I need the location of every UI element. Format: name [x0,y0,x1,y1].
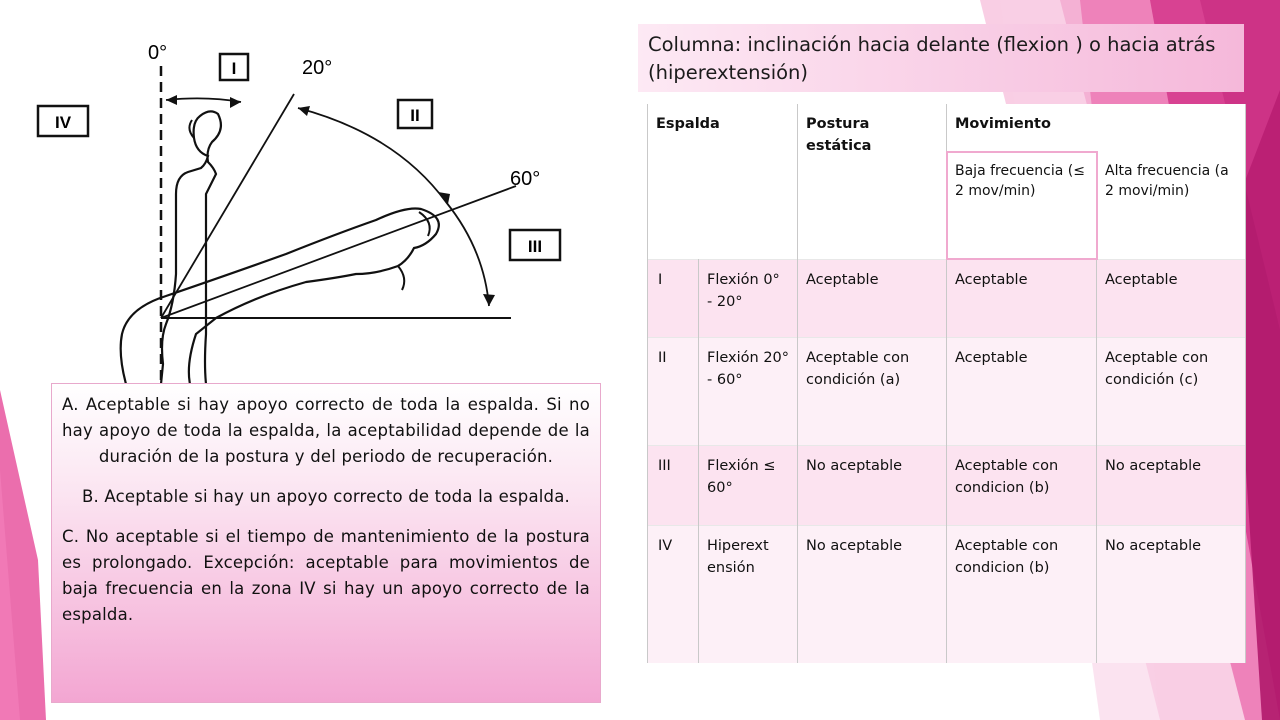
row-description: Flexión ≤ 60° [699,445,798,525]
angle-label-0: 0° [148,42,168,64]
header-movimiento: Movimiento [947,104,1246,152]
table-row [648,445,1246,525]
row-baja-frecuencia: Aceptable [947,337,1097,445]
line-60-degrees [161,186,516,318]
row-alta-frecuencia: Aceptable [1097,259,1246,337]
header-postura-estatica: Postura estática [798,104,947,259]
header-espalda: Espalda [648,104,798,259]
row-baja-frecuencia: Aceptable con condicion (b) [947,445,1097,525]
upright-body-outline [161,111,221,384]
table-row [648,525,1246,663]
angle-label-60: 60° [510,168,541,190]
table-row [648,337,1246,445]
row-alta-frecuencia: No aceptable [1097,525,1246,663]
row-zone-number: III [648,445,699,525]
slide-title: Columna: inclinación hacia delante (flexion ) o hacia atrás (hiperextensión) [648,33,1216,84]
header-baja-frecuencia: Baja frecuencia (≤ 2 mov/min) [947,152,1097,259]
conditions-notes-box [51,383,601,703]
slide-title-box [638,24,1244,92]
row-postura-estatica: Aceptable [798,259,947,337]
row-postura-estatica: No aceptable [798,525,947,663]
row-alta-frecuencia: No aceptable [1097,445,1246,525]
row-description: Hiperext ensión [699,525,798,663]
zone-label-3: III [527,237,543,256]
header-alta-frecuencia: Alta frecuencia (a 2 movi/min) [1097,152,1246,259]
note-b: B. Aceptable si hay un apoyo correcto de toda la espalda. [82,487,570,506]
row-baja-frecuencia: Aceptable [947,259,1097,337]
bent-body-outline [121,208,439,384]
row-baja-frecuencia: Aceptable con condicion (b) [947,525,1097,663]
angle-label-20: 20° [302,57,333,79]
row-zone-number: II [648,337,699,445]
note-c: C. No aceptable si el tiempo de mantenimiento de la postura es prolongado. Excepción: aceptable para movimientos de baja frecuencia en la zona IV si hay un apoyo correcto de la espalda. [62,527,590,624]
table-row [648,259,1246,337]
zone-label-4: IV [54,113,72,132]
row-zone-number: I [648,259,699,337]
row-zone-number: IV [648,525,699,663]
note-a: A. Aceptable si hay apoyo correcto de toda la espalda. Si no hay apoyo de toda la espalda, la aceptabilidad depende de la duración de la postura y del periodo de recuperación. [62,395,590,466]
posture-angle-figure [36,34,568,384]
arc-zone-1 [166,98,241,102]
zone-label-1: I [231,59,237,78]
row-description: Flexión 0° - 20° [699,259,798,337]
posture-table [647,104,1246,663]
line-20-degrees [161,94,294,318]
row-postura-estatica: Aceptable con condición (a) [798,337,947,445]
row-postura-estatica: No aceptable [798,445,947,525]
zone-label-2: II [410,106,420,125]
row-description: Flexión 20° - 60° [699,337,798,445]
row-alta-frecuencia: Aceptable con condición (c) [1097,337,1246,445]
